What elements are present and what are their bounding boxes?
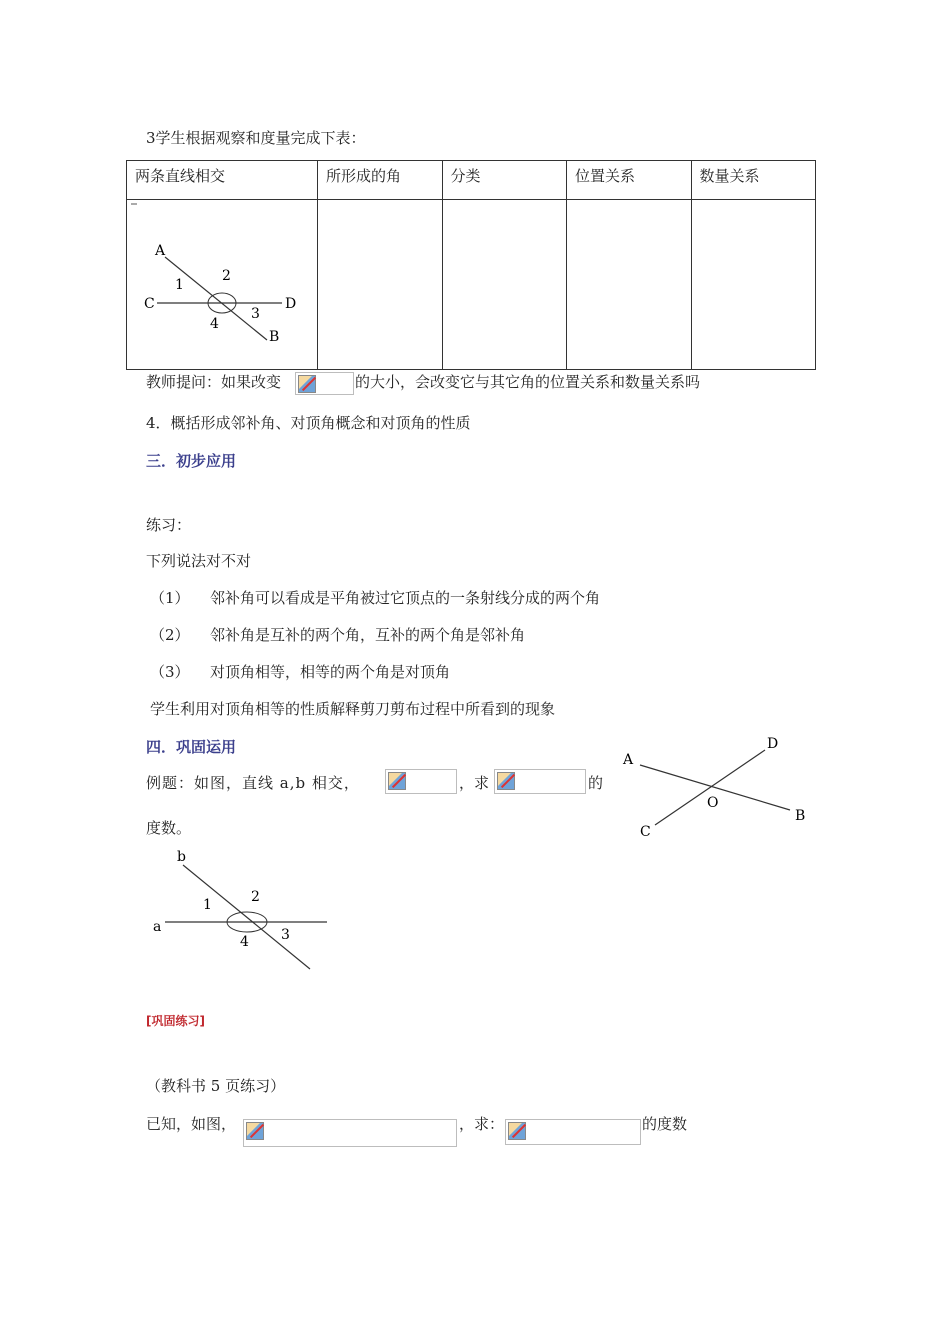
intersecting-lines-figure — [127, 200, 317, 370]
statement-text: 邻补角是互补的两个角，互补的两个角是邻补角 — [210, 626, 526, 644]
image-icon — [298, 375, 316, 393]
consolidate-tag: [巩固练习] — [146, 1014, 205, 1028]
known-text: 已知，如图， — [146, 1115, 237, 1133]
image-placeholder — [243, 1119, 457, 1147]
label-o: O — [707, 795, 719, 811]
example-text: 例题：如图，直线 a,b 相交， — [146, 774, 360, 792]
line-cd — [655, 750, 765, 825]
angle-1-label: 1 — [203, 897, 212, 913]
label-c: C — [640, 824, 651, 840]
aob-figure — [615, 735, 815, 845]
label-d: D — [767, 736, 779, 752]
statement-number: （1） — [150, 589, 190, 607]
table-header: 两条直线相交 — [127, 161, 318, 200]
table-header: 位置关系 — [567, 161, 692, 200]
scissors-text: 学生利用对顶角相等的性质解释剪刀剪布过程中所看到的现象 — [150, 700, 556, 718]
observation-table — [126, 160, 816, 370]
section-4-heading: 四．巩固运用 — [146, 738, 237, 756]
table-header: 数量关系 — [691, 161, 816, 200]
figure-cell — [127, 200, 318, 370]
section-3-heading: 三．初步应用 — [146, 452, 237, 470]
image-icon — [497, 772, 515, 790]
example-suffix: 的 — [588, 774, 604, 792]
practice-label: 练习： — [146, 516, 192, 534]
label-b: B — [795, 808, 806, 824]
line-b — [183, 865, 310, 969]
image-icon — [508, 1122, 526, 1140]
label-a: a — [153, 919, 162, 935]
angle-4-label: 4 — [240, 934, 249, 950]
table-header-row — [127, 161, 816, 200]
statement-text: 对顶角相等，相等的两个角是对顶角 — [210, 663, 451, 681]
teacher-question-before: 教师提问：如果改变 — [146, 373, 282, 391]
label-a: A — [623, 752, 634, 768]
example-degrees: 度数。 — [146, 819, 192, 837]
table-cell — [442, 200, 567, 370]
image-placeholder — [295, 372, 354, 395]
image-icon — [388, 772, 406, 790]
angle-4-label: 4 — [210, 316, 219, 332]
image-icon — [246, 1122, 264, 1140]
teacher-question-after: 的大小，会改变它与其它角的位置关系和数量关系吗 — [355, 373, 701, 391]
textbook-ref: （教科书 5 页练习） — [146, 1077, 286, 1095]
ab-lines-figure — [145, 845, 335, 975]
table-cell — [691, 200, 816, 370]
table-header: 所形成的角 — [318, 161, 443, 200]
table-cell — [318, 200, 443, 370]
image-placeholder — [505, 1119, 641, 1145]
statement-number: （3） — [150, 663, 190, 681]
item-4: 4．概括形成邻补角、对顶角概念和对顶角的性质 — [146, 414, 471, 432]
table-cell — [567, 200, 692, 370]
angle-3-label: 3 — [281, 927, 290, 943]
label-c: C — [144, 296, 155, 312]
table-header: 分类 — [442, 161, 567, 200]
image-placeholder — [494, 769, 586, 794]
label-d: D — [285, 296, 297, 312]
intro-text: 3学生根据观察和度量完成下表： — [146, 129, 366, 147]
angle-2-label: 2 — [222, 268, 231, 284]
statement-number: （2） — [150, 626, 190, 644]
table-row — [127, 200, 816, 370]
statement-text: 邻补角可以看成是平角被过它顶点的一条射线分成的两个角 — [210, 589, 601, 607]
label-a: A — [155, 243, 166, 259]
example-comma: ，求 — [459, 774, 490, 792]
judge-intro: 下列说法对不对 — [146, 552, 252, 570]
angle-3-label: 3 — [251, 306, 260, 322]
angle-1-label: 1 — [175, 277, 184, 293]
known-comma: ，求： — [459, 1115, 505, 1133]
label-b: b — [177, 849, 186, 865]
angle-2-label: 2 — [251, 889, 260, 905]
known-suffix: 的度数 — [642, 1115, 688, 1133]
image-placeholder — [385, 769, 457, 794]
label-b: B — [269, 329, 280, 345]
